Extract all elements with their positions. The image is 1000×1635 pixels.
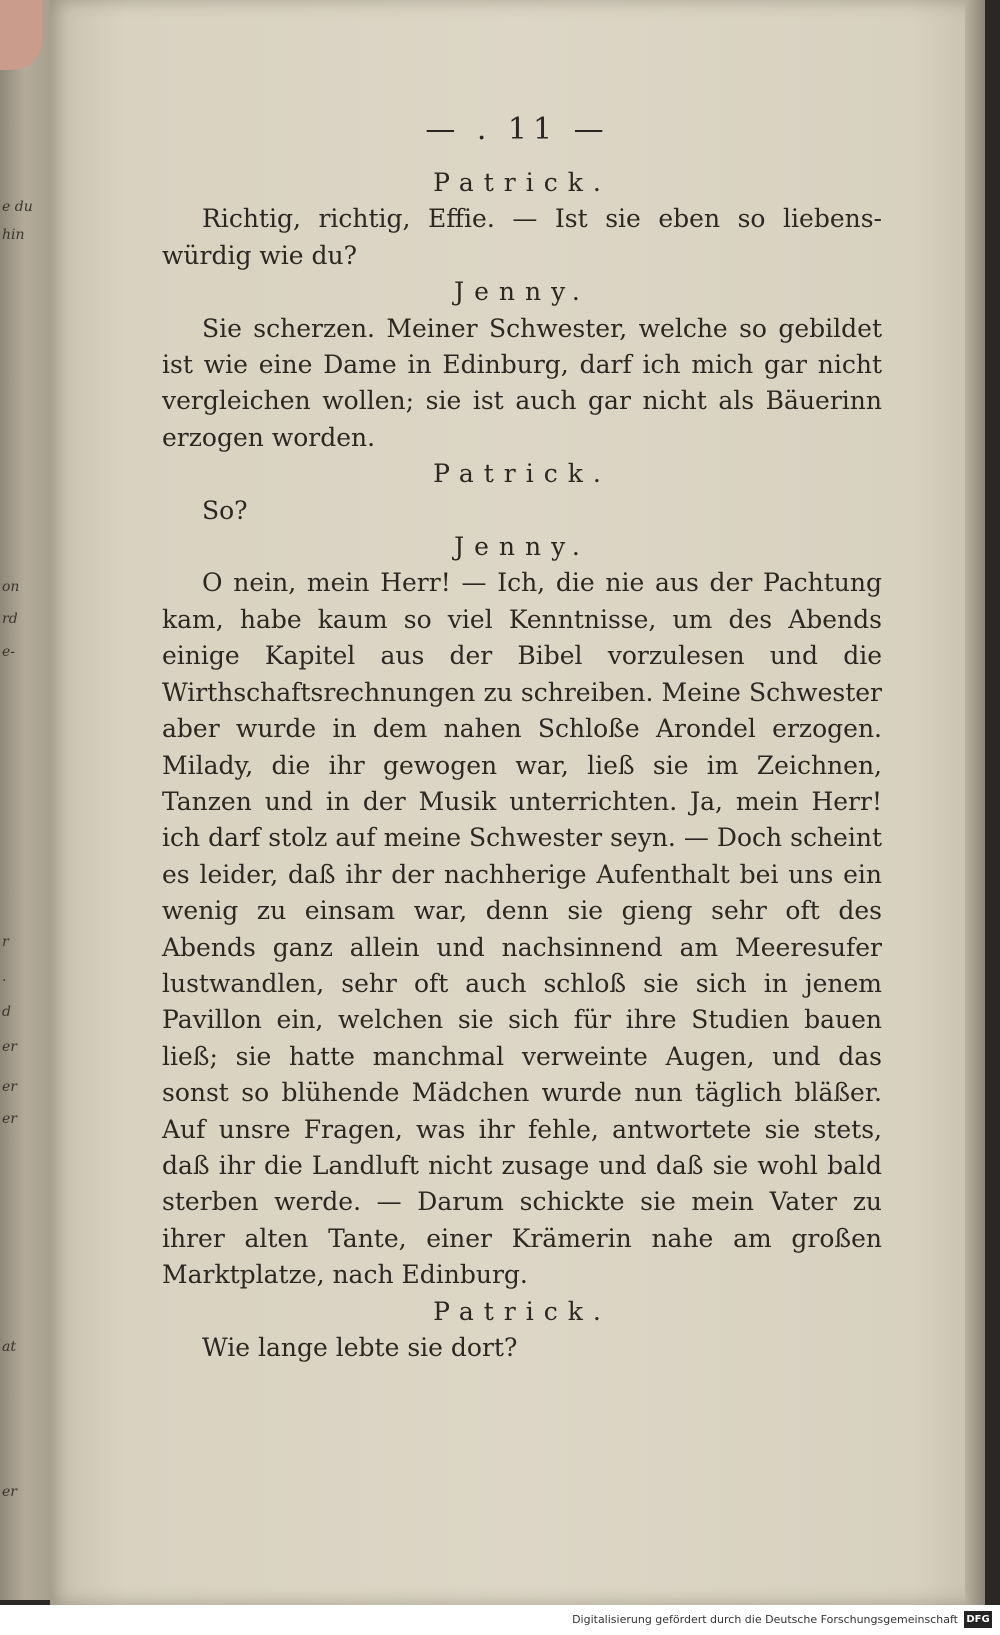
margin-fragment: er [2,1484,17,1500]
dialogue-paragraph [162,201,882,274]
margin-fragment: er [2,1111,17,1127]
page-corner-curl [0,0,42,70]
paragraph-text: So? [202,495,248,525]
speaker-name: Patrick. [433,1296,611,1326]
margin-fragment: e du [2,199,33,215]
book-page [50,0,985,1605]
dialogue-paragraph [162,493,882,529]
speaker-name: Jenny. [454,532,590,562]
margin-fragment: . [2,969,7,985]
paragraph-text: Sie scherzen. Meiner Schwester, welche so gebildet ist wie eine Dame in Edinburg, darf ich mich gar nicht vergleichen wollen; sie ist auch gar nicht als Bäuerinn erzogen worden. [162,313,882,452]
dialogue-paragraph [162,565,882,1293]
page-right-edge [965,0,985,1605]
paragraph-text: Wie lange lebte sie dort? [202,1333,518,1362]
margin-fragment: hin [2,227,25,243]
dialogue-paragraph [162,311,882,457]
margin-fragment: er [2,1079,17,1095]
margin-fragment: d [2,1004,11,1020]
margin-fragment: e- [2,644,16,660]
page-body-text [162,165,882,1366]
digitization-footer [0,1605,1000,1635]
speaker-name: Patrick. [433,459,611,489]
margin-fragment: on [2,579,20,595]
margin-fragment: er [2,1039,17,1055]
speaker-name: Patrick. [433,168,611,197]
paragraph-text: Richtig, richtig, Effie. — Ist sie eben so liebens-würdig wie du? [162,204,882,270]
dialogue-paragraph [162,1330,882,1366]
margin-fragment: r [2,934,9,950]
funding-credit: Digitalisierung gefördert durch die Deutsche Forschungsgemeinschaft [572,1613,958,1626]
page-number-header: — . 11 — [425,112,610,147]
paragraph-text: O nein, mein Herr! — Ich, die nie aus der Pachtung kam, habe kaum so viel Kenntnisse, um des Abends einige Kapitel aus der Bibel vorzulesen und die Wirthschaftsrechnungen zu schreiben. Meine Schwester aber wurde in dem nahen Schloße Arondel erzogen. Milady, die ihr gewogen war, ließ sie im Zeichnen, Tanzen und in der Musik unterrichten. Ja, mein Herr! ich darf stolz auf meine Schwester seyn. — Doch scheint es leider, daß ihr der nachherige Aufenthalt bei uns ein wenig zu einsam war, denn sie gieng sehr oft des Abends ganz allein und nachsinnend am Meeresufer lustwandlen, sehr oft auch schloß sie sich in jenem Pavillon ein, welchen sie sich für ihre Studien bauen ließ; sie hatte manchmal verweinte Augen, und das sonst so blühende Mädchen wurde nun täglich bläßer. Auf unsre Fragen, was ihr fehle, antwortete sie stets, daß ihr die Landluft nicht zusage und daß sie wohl bald sterben werde. — Darum schickte sie mein Vater zu ihrer alten Tante, einer Krämerin nahe am großen Marktplatze, nach Edinburg. [162,568,882,1290]
margin-fragment: at [2,1339,16,1355]
speaker-name: Jenny. [454,277,590,307]
dfg-logo-icon: DFG [964,1611,992,1628]
margin-fragment: rd [2,611,18,627]
